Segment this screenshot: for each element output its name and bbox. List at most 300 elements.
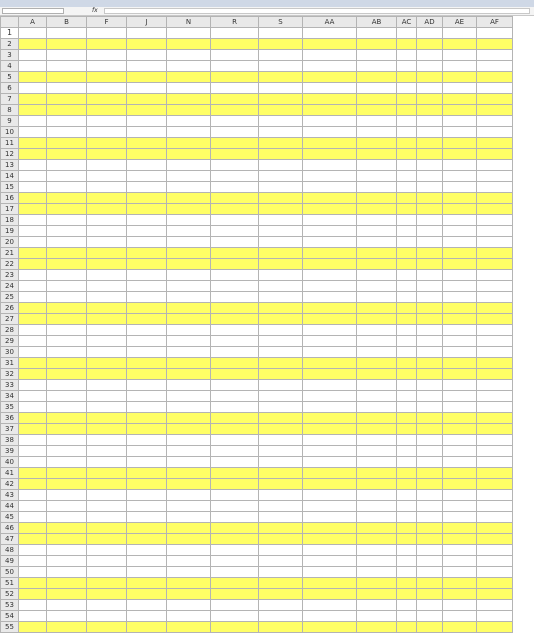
table-cell[interactable]: [87, 94, 127, 105]
table-cell[interactable]: [443, 171, 477, 182]
table-cell[interactable]: [357, 347, 397, 358]
table-cell[interactable]: [357, 61, 397, 72]
table-cell[interactable]: [87, 226, 127, 237]
table-cell[interactable]: [47, 72, 87, 83]
row-number[interactable]: 7: [1, 94, 19, 105]
table-cell[interactable]: [47, 83, 87, 94]
table-cell[interactable]: [47, 611, 87, 622]
table-cell[interactable]: [357, 479, 397, 490]
row-number[interactable]: 4: [1, 61, 19, 72]
table-cell[interactable]: [47, 149, 87, 160]
table-cell[interactable]: [477, 424, 513, 435]
table-cell[interactable]: [477, 281, 513, 292]
table-cell[interactable]: [19, 567, 47, 578]
table-cell[interactable]: [397, 325, 417, 336]
table-cell[interactable]: [417, 468, 443, 479]
table-cell[interactable]: [477, 446, 513, 457]
row-number[interactable]: 51: [1, 578, 19, 589]
table-cell[interactable]: [127, 72, 167, 83]
table-cell[interactable]: [417, 281, 443, 292]
table-cell[interactable]: [477, 534, 513, 545]
row-number[interactable]: 53: [1, 600, 19, 611]
table-cell[interactable]: [443, 303, 477, 314]
table-cell[interactable]: [47, 215, 87, 226]
table-cell[interactable]: [357, 149, 397, 160]
table-cell[interactable]: [417, 39, 443, 50]
table-cell[interactable]: [47, 600, 87, 611]
row-number[interactable]: 16: [1, 193, 19, 204]
table-cell[interactable]: [303, 369, 357, 380]
table-cell[interactable]: [397, 589, 417, 600]
table-cell[interactable]: [477, 622, 513, 633]
table-cell[interactable]: [397, 457, 417, 468]
table-cell[interactable]: [397, 61, 417, 72]
row-number[interactable]: 19: [1, 226, 19, 237]
table-cell[interactable]: [167, 83, 211, 94]
row-number[interactable]: 52: [1, 589, 19, 600]
table-cell[interactable]: [167, 391, 211, 402]
table-cell[interactable]: [417, 402, 443, 413]
table-cell[interactable]: [477, 182, 513, 193]
table-cell[interactable]: [477, 380, 513, 391]
table-cell[interactable]: [397, 347, 417, 358]
table-cell[interactable]: [397, 105, 417, 116]
table-cell[interactable]: [87, 215, 127, 226]
table-cell[interactable]: [127, 501, 167, 512]
table-cell[interactable]: [443, 149, 477, 160]
table-cell[interactable]: [47, 281, 87, 292]
table-cell[interactable]: [47, 358, 87, 369]
table-cell[interactable]: [397, 380, 417, 391]
table-cell[interactable]: [47, 94, 87, 105]
table-cell[interactable]: [127, 380, 167, 391]
table-cell[interactable]: [477, 171, 513, 182]
table-cell[interactable]: [303, 325, 357, 336]
table-cell[interactable]: [477, 457, 513, 468]
table-cell[interactable]: [397, 336, 417, 347]
table-cell[interactable]: [397, 490, 417, 501]
table-cell[interactable]: [477, 589, 513, 600]
table-cell[interactable]: [87, 303, 127, 314]
table-cell[interactable]: [417, 490, 443, 501]
table-cell[interactable]: [397, 248, 417, 259]
table-cell[interactable]: [259, 127, 303, 138]
table-cell[interactable]: [87, 611, 127, 622]
table-cell[interactable]: [443, 116, 477, 127]
table-cell[interactable]: [477, 116, 513, 127]
table-cell[interactable]: [167, 94, 211, 105]
table-cell[interactable]: [259, 589, 303, 600]
table-cell[interactable]: [211, 523, 259, 534]
table-cell[interactable]: [259, 171, 303, 182]
table-cell[interactable]: [19, 490, 47, 501]
table-cell[interactable]: [303, 457, 357, 468]
table-cell[interactable]: [211, 39, 259, 50]
table-cell[interactable]: [211, 545, 259, 556]
row-number[interactable]: 26: [1, 303, 19, 314]
table-cell[interactable]: [211, 402, 259, 413]
table-cell[interactable]: [443, 468, 477, 479]
table-cell[interactable]: [87, 468, 127, 479]
table-cell[interactable]: [477, 523, 513, 534]
table-cell[interactable]: [47, 105, 87, 116]
table-cell[interactable]: [397, 204, 417, 215]
table-cell[interactable]: [167, 248, 211, 259]
table-cell[interactable]: [417, 545, 443, 556]
table-cell[interactable]: [167, 523, 211, 534]
table-cell[interactable]: [167, 270, 211, 281]
column-header-11[interactable]: AD: [417, 17, 443, 28]
table-cell[interactable]: [303, 204, 357, 215]
row-number[interactable]: 45: [1, 512, 19, 523]
table-cell[interactable]: [357, 435, 397, 446]
table-cell[interactable]: [259, 347, 303, 358]
table-cell[interactable]: [47, 468, 87, 479]
table-cell[interactable]: [417, 314, 443, 325]
table-cell[interactable]: [211, 424, 259, 435]
table-cell[interactable]: [19, 556, 47, 567]
table-cell[interactable]: [19, 523, 47, 534]
table-cell[interactable]: [167, 149, 211, 160]
table-cell[interactable]: [477, 303, 513, 314]
row-number[interactable]: 25: [1, 292, 19, 303]
table-cell[interactable]: [477, 468, 513, 479]
table-cell[interactable]: [417, 83, 443, 94]
table-cell[interactable]: [417, 501, 443, 512]
row-number[interactable]: 6: [1, 83, 19, 94]
table-cell[interactable]: [259, 578, 303, 589]
table-cell[interactable]: [357, 314, 397, 325]
table-cell[interactable]: [303, 424, 357, 435]
table-cell[interactable]: [443, 83, 477, 94]
table-cell[interactable]: [259, 281, 303, 292]
table-cell[interactable]: [259, 358, 303, 369]
table-cell[interactable]: [259, 215, 303, 226]
table-cell[interactable]: [167, 336, 211, 347]
table-cell[interactable]: [47, 325, 87, 336]
table-cell[interactable]: [259, 61, 303, 72]
table-cell[interactable]: [47, 259, 87, 270]
table-cell[interactable]: [87, 556, 127, 567]
table-cell[interactable]: [87, 325, 127, 336]
table-cell[interactable]: [417, 391, 443, 402]
table-cell[interactable]: [167, 600, 211, 611]
table-cell[interactable]: [19, 512, 47, 523]
table-cell[interactable]: [19, 611, 47, 622]
column-header-9[interactable]: AB: [357, 17, 397, 28]
table-cell[interactable]: [211, 501, 259, 512]
table-cell[interactable]: [47, 501, 87, 512]
table-cell[interactable]: [211, 83, 259, 94]
table-cell[interactable]: [443, 622, 477, 633]
table-cell[interactable]: [87, 358, 127, 369]
table-cell[interactable]: [19, 435, 47, 446]
table-cell[interactable]: [127, 281, 167, 292]
table-cell[interactable]: [417, 435, 443, 446]
table-cell[interactable]: [357, 600, 397, 611]
table-cell[interactable]: [127, 545, 167, 556]
column-header-7[interactable]: S: [259, 17, 303, 28]
table-cell[interactable]: [47, 226, 87, 237]
table-cell[interactable]: [417, 534, 443, 545]
table-cell[interactable]: [417, 413, 443, 424]
table-cell[interactable]: [211, 160, 259, 171]
table-cell[interactable]: [443, 160, 477, 171]
table-cell[interactable]: [87, 237, 127, 248]
table-cell[interactable]: [397, 72, 417, 83]
table-cell[interactable]: [417, 578, 443, 589]
table-cell[interactable]: [443, 127, 477, 138]
table-cell[interactable]: [477, 314, 513, 325]
table-cell[interactable]: [443, 600, 477, 611]
table-cell[interactable]: [19, 413, 47, 424]
table-cell[interactable]: [211, 446, 259, 457]
table-cell[interactable]: [127, 325, 167, 336]
table-cell[interactable]: [127, 413, 167, 424]
table-cell[interactable]: [127, 611, 167, 622]
table-cell[interactable]: [259, 369, 303, 380]
table-cell[interactable]: [357, 116, 397, 127]
row-number[interactable]: 24: [1, 281, 19, 292]
table-cell[interactable]: [357, 226, 397, 237]
table-cell[interactable]: [47, 171, 87, 182]
column-title[interactable]: [443, 28, 477, 39]
table-cell[interactable]: [211, 325, 259, 336]
table-cell[interactable]: [167, 116, 211, 127]
table-cell[interactable]: [357, 336, 397, 347]
table-cell[interactable]: [477, 83, 513, 94]
column-header-13[interactable]: AF: [477, 17, 513, 28]
table-cell[interactable]: [357, 270, 397, 281]
table-cell[interactable]: [167, 226, 211, 237]
table-cell[interactable]: [87, 512, 127, 523]
table-cell[interactable]: [397, 314, 417, 325]
table-cell[interactable]: [211, 94, 259, 105]
table-cell[interactable]: [443, 479, 477, 490]
table-cell[interactable]: [127, 490, 167, 501]
row-number[interactable]: 44: [1, 501, 19, 512]
table-cell[interactable]: [443, 512, 477, 523]
table-cell[interactable]: [47, 490, 87, 501]
table-cell[interactable]: [19, 193, 47, 204]
table-cell[interactable]: [443, 556, 477, 567]
row-number[interactable]: 31: [1, 358, 19, 369]
table-cell[interactable]: [211, 259, 259, 270]
table-cell[interactable]: [167, 611, 211, 622]
table-cell[interactable]: [357, 424, 397, 435]
table-cell[interactable]: [211, 369, 259, 380]
table-cell[interactable]: [357, 545, 397, 556]
table-cell[interactable]: [211, 303, 259, 314]
table-cell[interactable]: [19, 248, 47, 259]
table-cell[interactable]: [259, 193, 303, 204]
table-cell[interactable]: [397, 479, 417, 490]
table-cell[interactable]: [127, 523, 167, 534]
table-cell[interactable]: [19, 578, 47, 589]
table-cell[interactable]: [47, 127, 87, 138]
table-cell[interactable]: [167, 160, 211, 171]
table-cell[interactable]: [47, 347, 87, 358]
table-cell[interactable]: [87, 578, 127, 589]
table-cell[interactable]: [127, 149, 167, 160]
table-cell[interactable]: [397, 512, 417, 523]
table-cell[interactable]: [167, 556, 211, 567]
table-cell[interactable]: [47, 380, 87, 391]
formula-input[interactable]: [104, 8, 530, 14]
row-number[interactable]: 32: [1, 369, 19, 380]
table-cell[interactable]: [443, 336, 477, 347]
table-cell[interactable]: [211, 72, 259, 83]
table-cell[interactable]: [303, 127, 357, 138]
table-cell[interactable]: [357, 105, 397, 116]
table-cell[interactable]: [397, 171, 417, 182]
table-cell[interactable]: [259, 72, 303, 83]
table-cell[interactable]: [167, 446, 211, 457]
table-cell[interactable]: [443, 39, 477, 50]
row-number[interactable]: 33: [1, 380, 19, 391]
table-cell[interactable]: [87, 171, 127, 182]
row-number[interactable]: 27: [1, 314, 19, 325]
row-number[interactable]: 20: [1, 237, 19, 248]
table-cell[interactable]: [443, 248, 477, 259]
table-cell[interactable]: [417, 347, 443, 358]
table-cell[interactable]: [19, 105, 47, 116]
table-cell[interactable]: [417, 248, 443, 259]
table-cell[interactable]: [357, 556, 397, 567]
table-cell[interactable]: [259, 600, 303, 611]
table-cell[interactable]: [19, 182, 47, 193]
table-cell[interactable]: [303, 611, 357, 622]
table-cell[interactable]: [47, 270, 87, 281]
table-cell[interactable]: [167, 127, 211, 138]
column-title[interactable]: [417, 28, 443, 39]
table-cell[interactable]: [357, 215, 397, 226]
table-cell[interactable]: [87, 490, 127, 501]
table-cell[interactable]: [127, 358, 167, 369]
table-cell[interactable]: [397, 259, 417, 270]
table-cell[interactable]: [397, 215, 417, 226]
table-cell[interactable]: [87, 402, 127, 413]
row-number[interactable]: 47: [1, 534, 19, 545]
table-cell[interactable]: [477, 237, 513, 248]
table-cell[interactable]: [211, 391, 259, 402]
table-cell[interactable]: [303, 545, 357, 556]
table-cell[interactable]: [477, 336, 513, 347]
table-cell[interactable]: [127, 567, 167, 578]
table-cell[interactable]: [357, 193, 397, 204]
table-cell[interactable]: [397, 292, 417, 303]
table-cell[interactable]: [397, 270, 417, 281]
table-cell[interactable]: [167, 237, 211, 248]
table-cell[interactable]: [167, 281, 211, 292]
table-cell[interactable]: [127, 292, 167, 303]
table-cell[interactable]: [87, 105, 127, 116]
table-cell[interactable]: [443, 94, 477, 105]
table-cell[interactable]: [127, 39, 167, 50]
row-number[interactable]: 41: [1, 468, 19, 479]
table-cell[interactable]: [211, 204, 259, 215]
table-cell[interactable]: [357, 292, 397, 303]
table-cell[interactable]: [303, 413, 357, 424]
table-cell[interactable]: [397, 127, 417, 138]
table-cell[interactable]: [19, 50, 47, 61]
table-cell[interactable]: [443, 501, 477, 512]
table-cell[interactable]: [47, 435, 87, 446]
table-cell[interactable]: [211, 105, 259, 116]
table-cell[interactable]: [211, 457, 259, 468]
column-title[interactable]: [211, 28, 259, 39]
table-cell[interactable]: [303, 578, 357, 589]
table-cell[interactable]: [443, 523, 477, 534]
table-cell[interactable]: [259, 182, 303, 193]
table-cell[interactable]: [417, 105, 443, 116]
table-cell[interactable]: [47, 237, 87, 248]
table-cell[interactable]: [19, 270, 47, 281]
table-cell[interactable]: [127, 116, 167, 127]
table-cell[interactable]: [127, 534, 167, 545]
table-cell[interactable]: [211, 413, 259, 424]
table-cell[interactable]: [443, 369, 477, 380]
table-cell[interactable]: [357, 446, 397, 457]
table-cell[interactable]: [87, 534, 127, 545]
table-cell[interactable]: [397, 567, 417, 578]
table-cell[interactable]: [417, 336, 443, 347]
row-number[interactable]: 43: [1, 490, 19, 501]
column-title[interactable]: [303, 28, 357, 39]
row-number[interactable]: 1: [1, 28, 19, 39]
table-cell[interactable]: [167, 50, 211, 61]
table-cell[interactable]: [417, 160, 443, 171]
table-cell[interactable]: [211, 578, 259, 589]
table-cell[interactable]: [259, 237, 303, 248]
table-cell[interactable]: [303, 83, 357, 94]
table-cell[interactable]: [259, 435, 303, 446]
table-cell[interactable]: [397, 160, 417, 171]
table-cell[interactable]: [87, 72, 127, 83]
table-cell[interactable]: [443, 314, 477, 325]
table-cell[interactable]: [87, 391, 127, 402]
table-cell[interactable]: [443, 424, 477, 435]
table-cell[interactable]: [127, 193, 167, 204]
table-cell[interactable]: [167, 215, 211, 226]
table-cell[interactable]: [167, 424, 211, 435]
table-cell[interactable]: [127, 479, 167, 490]
table-cell[interactable]: [357, 138, 397, 149]
table-cell[interactable]: [167, 457, 211, 468]
table-cell[interactable]: [259, 424, 303, 435]
table-cell[interactable]: [259, 292, 303, 303]
table-cell[interactable]: [259, 314, 303, 325]
column-header-1[interactable]: A: [19, 17, 47, 28]
table-cell[interactable]: [443, 281, 477, 292]
table-cell[interactable]: [443, 545, 477, 556]
column-title[interactable]: [259, 28, 303, 39]
table-cell[interactable]: [259, 138, 303, 149]
table-cell[interactable]: [357, 391, 397, 402]
table-cell[interactable]: [397, 193, 417, 204]
table-cell[interactable]: [167, 39, 211, 50]
table-cell[interactable]: [303, 347, 357, 358]
table-cell[interactable]: [443, 402, 477, 413]
column-header-10[interactable]: AC: [397, 17, 417, 28]
table-cell[interactable]: [47, 314, 87, 325]
table-cell[interactable]: [357, 413, 397, 424]
table-cell[interactable]: [19, 204, 47, 215]
table-cell[interactable]: [303, 358, 357, 369]
table-cell[interactable]: [211, 622, 259, 633]
table-cell[interactable]: [47, 182, 87, 193]
row-number[interactable]: 23: [1, 270, 19, 281]
